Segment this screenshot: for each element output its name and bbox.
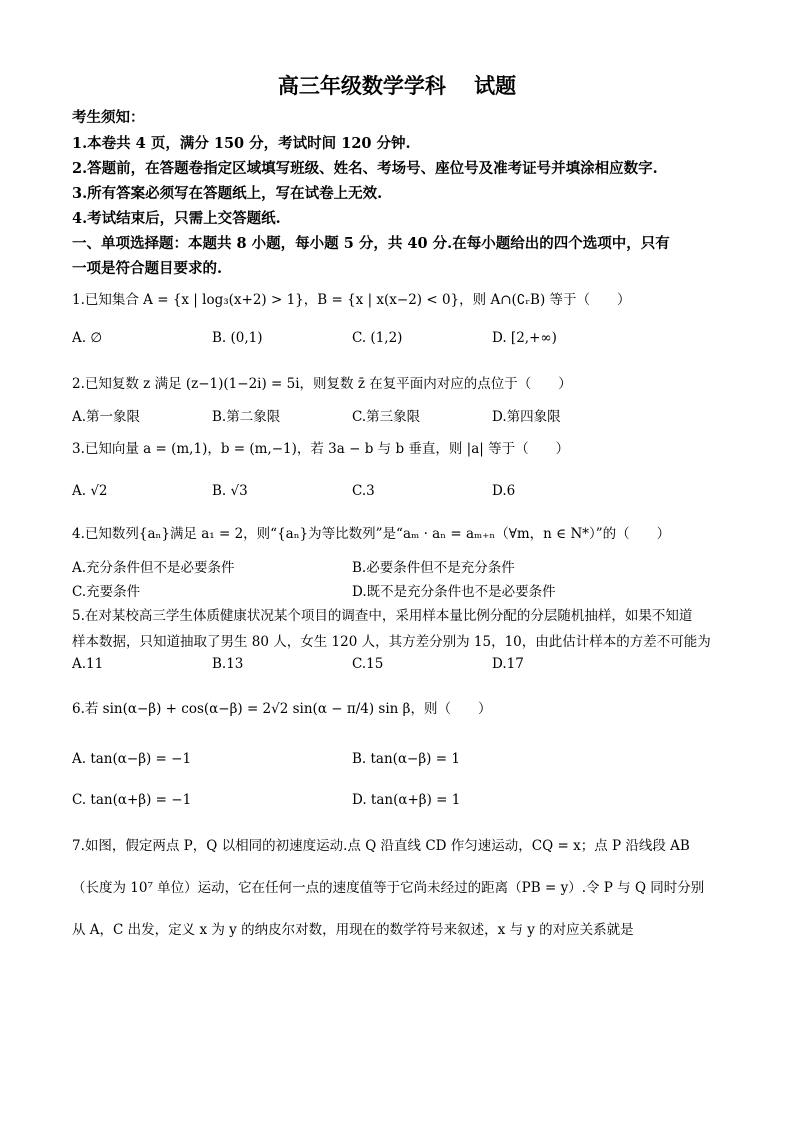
question-4-option-d: D.既不是充分条件也不是必要条件 xyxy=(352,584,556,600)
notice-heading: 考生须知： xyxy=(72,109,145,126)
notice-item-3: 3.所有答案必须写在答题纸上，写在试卷上无效. xyxy=(72,185,383,202)
question-3-option-a: A. √2 xyxy=(72,483,108,499)
question-2-option-d: D.第四象限 xyxy=(492,409,561,425)
question-5-option-c: C.15 xyxy=(352,656,384,672)
question-7-line-1: 7.如图，假定两点 P，Q 以相同的初速度运动.点 Q 沿直线 CD 作匀速运动，CQ = x；点 P 沿线段 AB xyxy=(72,838,690,854)
question-2-stem: 2.已知复数 z 满足 (z−1)(1−2i) = 5i，则复数 z̄ 在复平面内对应的点位于（ ） xyxy=(72,376,572,392)
question-5-stem-line-2: 样本数据，只知道抽取了男生 80 人，女生 120 人，其方差分别为 15，10，由此估计样本的方差不可能为 xyxy=(72,634,711,650)
question-6-option-d: D. tan(α+β) = 1 xyxy=(352,792,461,808)
question-1-option-a: A. ∅ xyxy=(72,330,103,346)
question-3-stem: 3.已知向量 a = (m,1)，b = (m,−1)，若 3a − b 与 b 垂直，则 |a| 等于（ ） xyxy=(72,441,570,457)
question-2-option-c: C.第三象限 xyxy=(352,409,421,425)
question-6-option-c: C. tan(α+β) = −1 xyxy=(72,792,192,808)
question-6-option-b: B. tan(α−β) = 1 xyxy=(352,751,460,767)
section-heading-line-2: 一项是符合题目要求的. xyxy=(72,260,223,277)
question-1-option-c: C. (1,2) xyxy=(352,330,403,346)
question-6-option-a: A. tan(α−β) = −1 xyxy=(72,751,192,767)
page-title: 高三年级数学学科 试题 xyxy=(277,73,517,98)
question-1-option-b: B. (0,1) xyxy=(212,330,263,346)
question-3-option-b: B. √3 xyxy=(212,483,248,499)
question-5-option-d: D.17 xyxy=(492,656,524,672)
question-2-option-b: B.第二象限 xyxy=(212,409,281,425)
section-heading-line-1: 一、单项选择题：本题共 8 小题，每小题 5 分，共 40 分.在每小题给出的四个选项中，只有 xyxy=(72,235,670,252)
question-4-stem: 4.已知数列{aₙ}满足 a₁ = 2，则“{aₙ}为等比数列”是“aₘ · aₙ = aₘ₊ₙ（∀m，n ∈ N*）”的（ ） xyxy=(72,526,671,542)
question-3-option-c: C.3 xyxy=(352,483,375,499)
question-7-line-3: 从 A，C 出发，定义 x 为 y 的纳皮尔对数，用现在的数学符号来叙述，x 与 y 的对应关系就是 xyxy=(72,922,634,938)
question-1-stem: 1.已知集合 A = {x | log₃(x+2) > 1}，B = {x | x(x−2) < 0}，则 A∩(∁ᵣB) 等于（ ） xyxy=(72,292,631,308)
question-7-line-2: （长度为 10⁷ 单位）运动，它在任何一点的速度值等于它尚未经过的距离（PB = y）.令 P 与 Q 同时分别 xyxy=(72,880,705,896)
notice-item-2: 2.答题前，在答题卷指定区域填写班级、姓名、考场号、座位号及准考证号并填涂相应数字. xyxy=(72,160,658,177)
question-3-option-d: D.6 xyxy=(492,483,516,499)
question-5-stem-line-1: 5.在对某校高三学生体质健康状况某个项目的调查中，采用样本量比例分配的分层随机抽样，如果不知道 xyxy=(72,608,693,624)
question-1-option-d: D. [2,+∞) xyxy=(492,330,557,346)
question-4-option-b: B.必要条件但不是充分条件 xyxy=(352,560,515,576)
question-2-option-a: A.第一象限 xyxy=(72,409,141,425)
question-5-option-b: B.13 xyxy=(212,656,244,672)
question-4-option-c: C.充要条件 xyxy=(72,584,141,600)
question-4-option-a: A.充分条件但不是必要条件 xyxy=(72,560,235,576)
notice-item-4: 4.考试结束后，只需上交答题纸. xyxy=(72,210,281,227)
notice-item-1: 1.本卷共 4 页，满分 150 分，考试时间 120 分钟. xyxy=(72,135,411,152)
question-6-stem: 6.若 sin(α−β) + cos(α−β) = 2√2 sin(α − π/4) sin β，则（ ） xyxy=(72,701,492,717)
question-5-option-a: A.11 xyxy=(72,656,104,672)
